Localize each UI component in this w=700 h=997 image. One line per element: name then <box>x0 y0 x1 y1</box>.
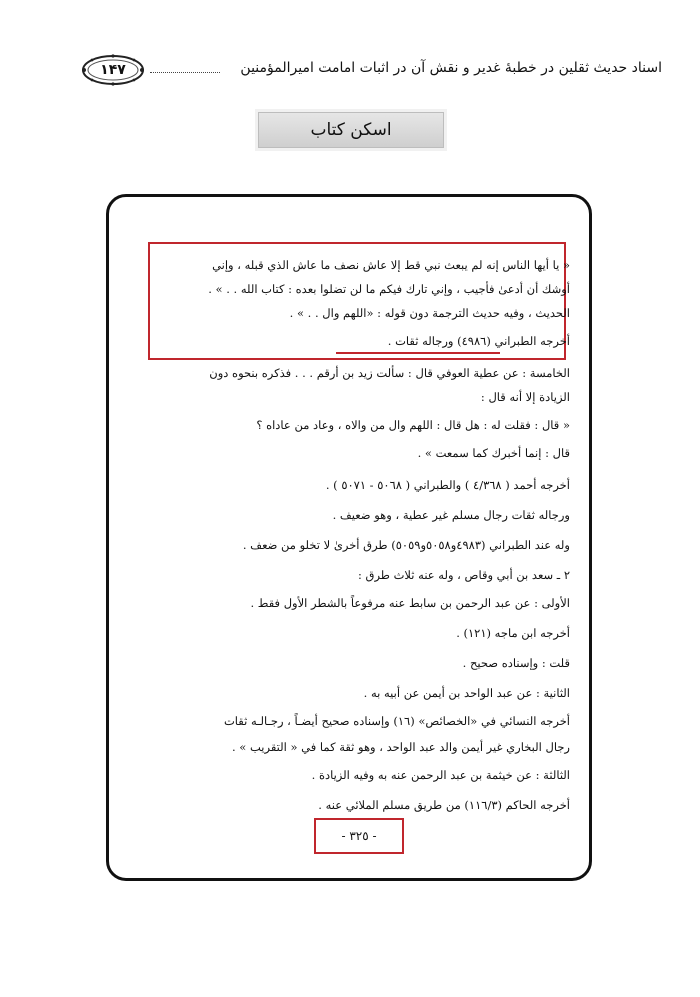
scan-line: الزيادة إلا أنه قال : <box>480 390 570 404</box>
page-number: ۱۴۷ <box>100 62 126 78</box>
scan-line: الخامسة : عن عطية العوفي قال : سألت زيد بن أرقم . . . فذكره بنحوه دون <box>209 366 570 380</box>
scan-line: « يا أيها الناس إنه لم يبعث نبي قط إلا عاش نصف ما عاش الذي قبله ، وإني <box>212 258 570 272</box>
scan-line: أخرجه ابن ماجه (١٢١) . <box>456 626 570 640</box>
header-rule <box>150 72 220 73</box>
scan-line: « قال : فقلت له : هل قال : اللهم وال من والاه ، وعاد من عاداه ؟ <box>256 418 570 432</box>
page-number-badge <box>80 54 146 86</box>
scan-line: ورجاله ثقات رجال مسلم غير عطية ، وهو ضعيف . <box>332 508 570 522</box>
scan-label: اسکن کتاب <box>258 112 444 148</box>
scan-page-number: - ٣٢٥ - <box>314 818 404 854</box>
scan-line: الثالثة : عن خيثمة بن عبد الرحمن عنه به وفيه الزيادة . <box>311 768 570 782</box>
scan-line: أخرجه الحاكم (١١٦/٣) من طريق مسلم الملائي عنه . <box>318 798 570 812</box>
red-underline <box>336 352 500 354</box>
scan-line: الثانية : عن عبد الواحد بن أيمن عن أبيه به . <box>363 686 570 700</box>
scan-line: وله عند الطبراني (٤٩٨٣و٥٠٥٨و٥٠٥٩) طرق أخرىٰ لا تخلو من ضعف . <box>242 538 570 552</box>
header-title: اسناد حدیث ثقلین در خطبهٔ غدیر و نقش آن در اثبات امامت امیرالمؤمنین <box>240 60 662 76</box>
scan-line: أخرجه النسائي في «الخصائص» (١٦) وإسناده صحيح أيضـاً ، رجـالـه ثقات <box>223 714 570 728</box>
scan-line: الأولى : عن عبد الرحمن بن سابط عنه مرفوعاً بالشطر الأول فقط . <box>250 596 570 610</box>
scan-line: ٢ ـ سعد بن أبي وقاص ، وله عنه ثلاث طرق : <box>358 568 570 582</box>
scan-line: أخرجه الطبراني (٤٩٨٦) ورجاله ثقات . <box>387 334 570 348</box>
scan-line: قلت : وإسناده صحيح . <box>462 656 570 670</box>
scan-line: الحديث ، وفيه حديث الترجمة دون قوله : «اللهم وال . . » . <box>289 306 570 320</box>
scan-line: قال : إنما أخبرك كما سمعت » . <box>417 446 570 460</box>
scan-line: أخرجه أحمد ( ٤/٣٦٨ ) والطبراني ( ٥٠٦٨ - ٥٠٧١ ) . <box>325 478 570 492</box>
scan-line: أوشك أن أدعىٰ فأجيب ، وإني تارك فيكم ما لن تضلوا بعده : كتاب الله . . » . <box>208 282 570 296</box>
scan-line: رجال البخاري غير أيمن والد عبد الواحد ، وهو ثقة كما في « التقريب » . <box>232 740 570 754</box>
